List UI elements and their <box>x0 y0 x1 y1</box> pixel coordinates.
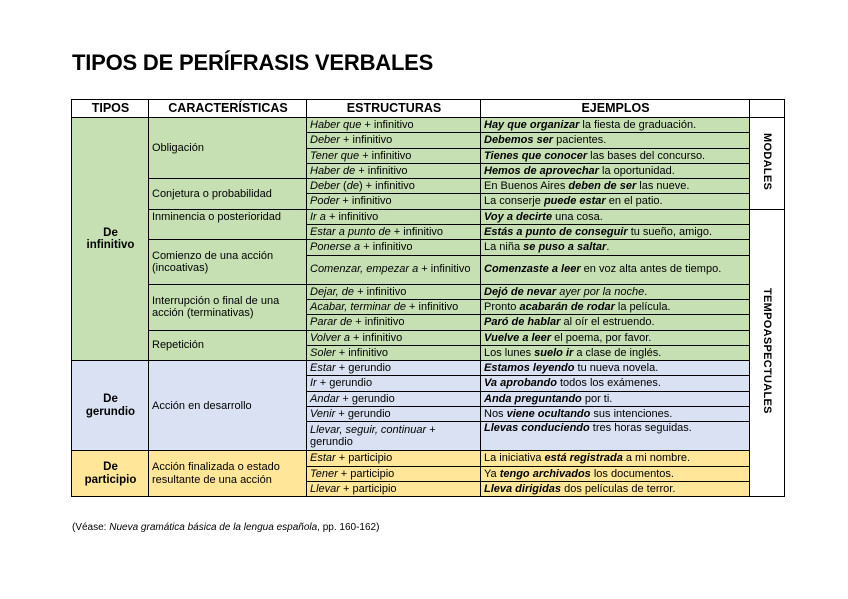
table-row <box>72 451 785 466</box>
example-cell <box>481 299 750 314</box>
example-cell <box>481 194 750 209</box>
text-run: tres horas seguidas. <box>589 422 692 435</box>
text-run: una cosa. <box>552 210 603 223</box>
text-run: + infinitivo <box>325 210 379 223</box>
text-run: la película. <box>614 300 671 313</box>
text-run: tu nueva novela. <box>574 362 659 375</box>
text-run: La conserje <box>484 195 544 208</box>
structure-cell <box>307 133 481 148</box>
text-run: (Véase: <box>72 522 110 533</box>
text-run: + infinitivo <box>360 241 413 254</box>
text-run: tengo archivados <box>499 467 591 480</box>
header-row <box>72 100 785 118</box>
text-run: Tienes que conocer <box>484 149 588 162</box>
text-run: Nos <box>484 407 507 420</box>
char-repeticion: Repetición <box>149 330 307 361</box>
text-run: + infinitivo <box>354 285 407 298</box>
structure-cell <box>307 284 481 299</box>
text-run: acabarán de rodar <box>519 300 615 313</box>
char-interrupcion: Interrupción o final de una acción (terminativas) <box>149 284 307 330</box>
group-label: participio <box>84 473 137 486</box>
example-cell <box>481 391 750 406</box>
structure-cell <box>307 209 481 224</box>
text-run: + infinitivo <box>335 346 388 359</box>
text-run: Pronto <box>484 300 520 313</box>
text-run: Tener que <box>310 149 360 162</box>
example-cell <box>481 209 750 224</box>
structure-cell <box>307 255 481 284</box>
text-run: , pp. 160-162) <box>317 522 380 533</box>
text-run: deben de ser <box>568 180 637 193</box>
example-cell <box>481 330 750 345</box>
text-run: ( <box>339 180 347 193</box>
example-cell <box>481 345 750 360</box>
group-label: De <box>103 226 118 239</box>
text-run: suelo ir <box>534 346 574 359</box>
example-cell <box>481 422 750 451</box>
text-run: puede estar <box>543 195 606 208</box>
text-run: Acabar, terminar de <box>310 300 406 313</box>
text-run: Llevar <box>310 482 340 495</box>
text-run: Volver a <box>310 331 350 344</box>
group-infinitivo <box>72 118 149 361</box>
text-run: los documentos. <box>590 467 674 480</box>
text-run: + gerundio <box>310 423 436 449</box>
text-run: + participio <box>335 452 393 465</box>
text-run: Hemos de aprovechar <box>484 164 599 177</box>
text-run: Comenzaste a leer <box>484 263 581 276</box>
text-run: + infinitivo <box>352 316 405 329</box>
structure-cell <box>307 361 481 376</box>
example-cell <box>481 284 750 299</box>
text-run: Estar <box>310 452 336 465</box>
text-run: Los lunes <box>484 346 535 359</box>
example-cell <box>481 361 750 376</box>
text-run: ayer por la noche <box>556 285 645 298</box>
header-ejemplos: EJEMPLOS <box>481 100 750 118</box>
text-run: ) + infinitivo <box>358 180 415 193</box>
structure-cell <box>307 376 481 391</box>
text-run: dos películas de terror. <box>561 482 676 495</box>
structure-cell <box>307 118 481 133</box>
text-run: + infinitivo <box>339 195 392 208</box>
text-run: en voz alta antes de tiempo. <box>580 263 722 276</box>
group-label: De <box>103 461 118 474</box>
char-obligacion: Obligación <box>149 118 307 179</box>
text-run: tu sueño, amigo. <box>627 226 713 239</box>
table-row <box>72 118 785 133</box>
text-run: Andar <box>310 392 340 405</box>
text-run: el poema, por favor. <box>551 331 652 344</box>
text-run: Estar a punto de <box>310 226 391 239</box>
text-run: + infinitivo <box>361 118 414 131</box>
text-run: a mi nombre. <box>622 452 691 465</box>
text-run: viene ocultando <box>506 407 591 420</box>
text-run: Haber de <box>310 164 356 177</box>
example-cell <box>481 179 750 194</box>
text-run: en el patio. <box>605 195 663 208</box>
text-run: Voy a decirte <box>484 210 553 223</box>
text-run: + participio <box>339 482 397 495</box>
text-run: las bases del concurso. <box>587 149 706 162</box>
structure-cell <box>307 422 481 451</box>
text-run: Debemos ser <box>484 134 554 147</box>
text-run: está registrada <box>544 452 623 465</box>
structure-cell <box>307 194 481 209</box>
text-run: Nueva gramática básica de la lengua española <box>109 522 318 533</box>
header-tipos: TIPOS <box>72 100 149 118</box>
text-run: Lleva dirigidas <box>484 482 562 495</box>
text-run: Vuelve a leer <box>484 331 552 344</box>
text-run: Anda preguntando <box>484 392 582 405</box>
text-run: Venir <box>310 407 336 420</box>
text-run: Tener <box>310 467 338 480</box>
text-run: la oportunidad. <box>598 164 675 177</box>
text-run: las nueve. <box>636 180 690 193</box>
text-run: Estar <box>310 362 336 375</box>
char-desarrollo: Acción en desarrollo <box>149 361 307 451</box>
text-run: + gerundio <box>316 377 373 390</box>
header-side-blank <box>750 100 785 118</box>
table-row <box>72 330 785 345</box>
text-run: Va aprobando <box>484 377 557 390</box>
structure-cell <box>307 240 481 255</box>
text-run: Estás a punto de conseguir <box>484 226 628 239</box>
structure-cell <box>307 225 481 240</box>
text-run: a clase de inglés. <box>573 346 662 359</box>
group-gerundio <box>72 361 149 451</box>
text-run: . <box>644 285 648 298</box>
table-row <box>72 284 785 299</box>
structure-cell <box>307 330 481 345</box>
text-run: + infinitivo <box>339 134 393 147</box>
side-modales <box>750 118 785 210</box>
text-run: Deber <box>310 180 340 193</box>
text-run: Ya <box>484 467 500 480</box>
text-run: En Buenos Aires <box>484 180 569 193</box>
text-run: la fiesta de graduación. <box>579 118 697 131</box>
structure-cell <box>307 451 481 466</box>
text-run: Parar de <box>310 316 353 329</box>
structure-cell <box>307 163 481 178</box>
table-row <box>72 179 785 194</box>
example-cell <box>481 255 750 284</box>
example-cell <box>481 148 750 163</box>
text-run: al oír el estruendo. <box>560 316 655 329</box>
table-row <box>72 209 785 224</box>
text-run: todos los exámenes. <box>556 377 661 390</box>
char-finalizada: Acción finalizada o estado resultante de una acción <box>149 451 307 497</box>
structure-cell <box>307 148 481 163</box>
structure-cell <box>307 179 481 194</box>
group-participio <box>72 451 149 497</box>
char-inminencia: Inminencia o posterioridad <box>149 209 307 240</box>
text-run: de <box>346 180 359 193</box>
text-run: se puso a saltar <box>523 241 607 254</box>
text-run: . <box>606 241 610 254</box>
char-conjetura: Conjetura o probabilidad <box>149 179 307 210</box>
text-run: Dejar, de <box>310 285 355 298</box>
text-run: Hay que organizar <box>484 118 580 131</box>
text-run: + infinitivo <box>418 263 471 276</box>
table-row <box>72 361 785 376</box>
structure-cell <box>307 299 481 314</box>
example-cell <box>481 451 750 466</box>
text-run: + infinitivo <box>349 331 403 344</box>
text-run: + gerundio <box>335 407 391 420</box>
text-run: Dejó de nevar <box>484 285 557 298</box>
structure-cell <box>307 481 481 496</box>
text-run: La iniciativa <box>484 452 545 465</box>
text-run: + participio <box>337 467 395 480</box>
example-cell <box>481 225 750 240</box>
group-label: De <box>103 393 118 406</box>
side-tempoaspectuales <box>750 209 785 496</box>
text-run: Llevas conduciendo <box>484 422 590 435</box>
example-cell <box>481 376 750 391</box>
structure-cell <box>307 315 481 330</box>
group-label: infinitivo <box>86 239 135 252</box>
text-run: + gerundio <box>335 362 392 375</box>
text-run: Deber <box>310 134 340 147</box>
structure-cell <box>307 407 481 422</box>
source-note <box>72 522 379 533</box>
structure-cell <box>307 391 481 406</box>
text-run: Estamos leyendo <box>484 362 575 375</box>
page-title: TIPOS DE PERÍFRASIS VERBALES <box>72 50 434 75</box>
header-caracteristicas: CARACTERÍSTICAS <box>149 100 307 118</box>
text-run: + infinitivo <box>406 300 459 313</box>
table-row <box>72 240 785 255</box>
text-run: Llevar, seguir, continuar <box>310 423 427 436</box>
group-label: gerundio <box>85 405 136 418</box>
text-run: + infinitivo <box>355 164 408 177</box>
side-label: TEMPOASPECTUALES <box>761 288 774 415</box>
example-cell <box>481 163 750 178</box>
example-cell <box>481 407 750 422</box>
text-run: pacientes. <box>553 134 607 147</box>
text-run: Poder <box>310 195 340 208</box>
text-run: sus intenciones. <box>590 407 673 420</box>
structure-cell <box>307 466 481 481</box>
example-cell <box>481 315 750 330</box>
text-run: Comenzar, empezar a <box>310 263 419 276</box>
text-run: Haber que <box>310 118 362 131</box>
text-run: Ir <box>310 377 317 390</box>
text-run: por ti. <box>581 392 613 405</box>
structure-cell <box>307 345 481 360</box>
text-run: Soler <box>310 346 336 359</box>
example-cell <box>481 118 750 133</box>
periphrasis-table <box>71 99 785 497</box>
text-run: + gerundio <box>339 392 395 405</box>
example-cell <box>481 481 750 496</box>
header-estructuras: ESTRUCTURAS <box>307 100 481 118</box>
text-run: Ponerse a <box>310 241 361 254</box>
text-run: + infinitivo <box>390 226 444 239</box>
example-cell <box>481 466 750 481</box>
text-run: + infinitivo <box>359 149 412 162</box>
example-cell <box>481 240 750 255</box>
example-cell <box>481 133 750 148</box>
char-comienzo: Comienzo de una acción (incoativas) <box>149 240 307 284</box>
text-run: La niña <box>484 241 524 254</box>
side-label: MODALES <box>761 133 774 191</box>
text-run: Ir a <box>310 210 326 223</box>
text-run: Paró de hablar <box>484 316 561 329</box>
